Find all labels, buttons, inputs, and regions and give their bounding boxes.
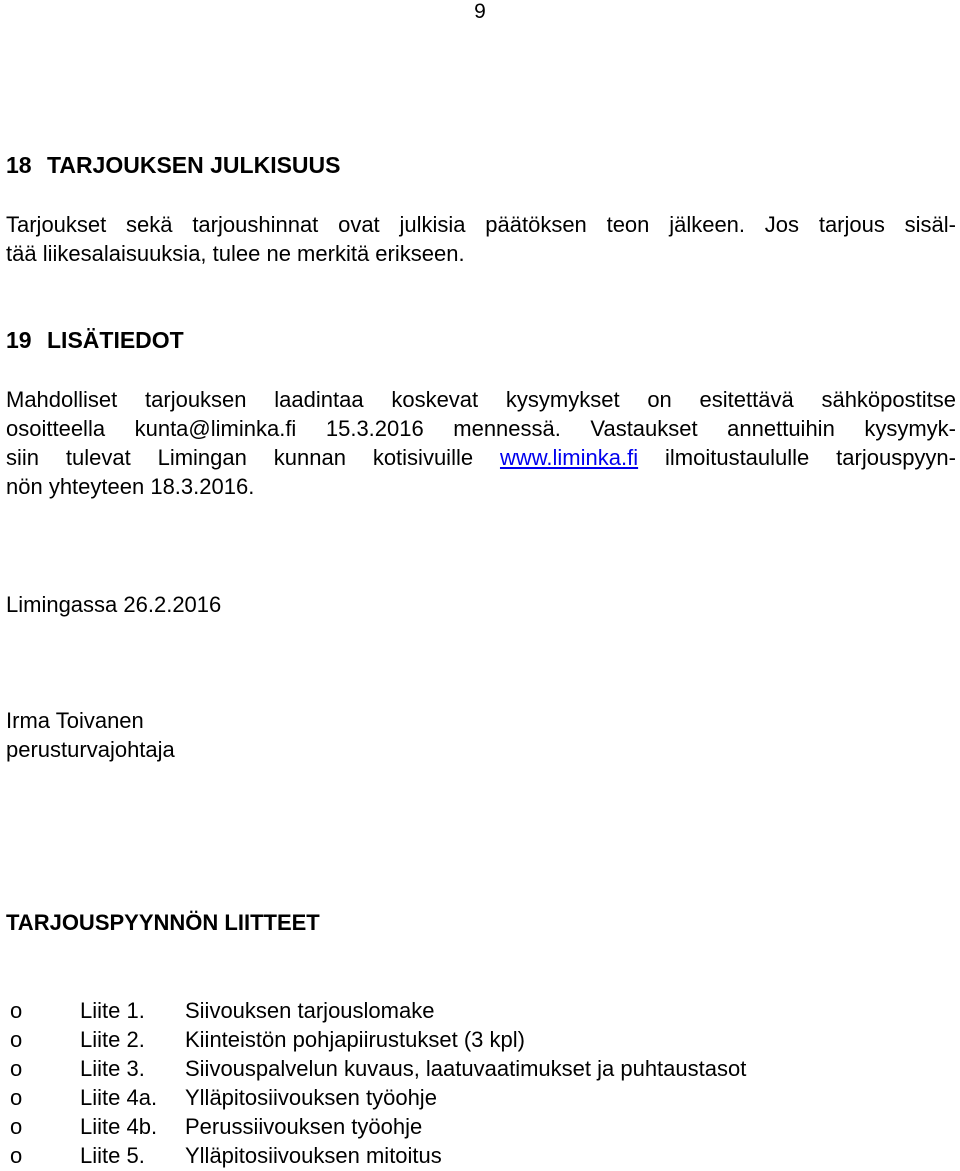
section-18-body [6,210,956,268]
attachment-id: Liite 5. [80,1143,145,1168]
bullet-icon: o [10,1085,23,1110]
liminka-website-link[interactable]: www.liminka.fi [499,445,639,470]
attachment-item [6,1054,746,1083]
signature-block [6,706,956,764]
attachment-id: Liite 2. [80,1027,145,1052]
attachments-list [6,996,746,1170]
section-19-title: LISÄTIEDOT [47,327,184,353]
section-19-line-1: Mahdolliset tarjouksen laadintaa koskevat kysymykset on esitettävä sähköpostitse [6,387,956,412]
section-19-line-3-start: siin tulevat Limingan kunnan kotisivuille [6,445,500,470]
section-19-body [6,385,956,501]
attachment-title: Ylläpitosiivouksen mitoitus [185,1143,442,1168]
attachment-item [6,1112,746,1141]
attachment-item [6,996,746,1025]
bullet-icon: o [10,1027,23,1052]
attachment-id: Liite 4a. [80,1085,158,1110]
section-18-line-2: tää liikesalaisuuksia, tulee ne merkitä erikseen. [6,241,465,266]
attachment-id: Liite 4b. [80,1114,158,1139]
attachment-title: Siivouspalvelun kuvaus, laatuvaatimukset ja puhtaustasot [185,1056,747,1081]
section-19-heading [6,325,184,355]
bullet-icon: o [10,1056,23,1081]
attachment-title: Ylläpitosiivouksen työohje [185,1085,437,1110]
bullet-icon: o [10,1143,23,1168]
page-number: 9 [474,0,486,23]
attachment-title: Perussiivouksen työohje [185,1114,423,1139]
bullet-icon: o [10,998,23,1023]
attachment-id: Liite 1. [80,998,145,1023]
attachments-heading: TARJOUSPYYNNÖN LIITTEET [6,910,320,935]
section-18-line-1: Tarjoukset sekä tarjoushinnat ovat julkisia päätöksen teon jälkeen. Jos tarjous sisäl- [6,212,956,237]
section-19-line-3 [6,443,956,472]
section-19-number: 19 [6,327,32,353]
bullet-icon: o [10,1114,23,1139]
attachment-item [6,1083,746,1112]
attachment-title: Siivouksen tarjouslomake [185,998,435,1023]
signer-name: Irma Toivanen [6,708,144,733]
section-19-line-4: nön yhteyteen 18.3.2016. [6,474,255,499]
section-18-title: TARJOUKSEN JULKISUUS [47,152,341,178]
attachment-item [6,1025,746,1054]
section-18-heading [6,150,341,180]
attachment-title: Kiinteistön pohjapiirustukset (3 kpl) [185,1027,525,1052]
section-19-line-2: osoitteella kunta@liminka.fi 15.3.2016 mennessä. Vastaukset annettuihin kysymyk- [6,416,956,441]
place-date: Limingassa 26.2.2016 [6,592,222,617]
signer-title: perusturvajohtaja [6,737,175,762]
attachment-item [6,1141,746,1170]
attachment-id: Liite 3. [80,1056,145,1081]
section-19-line-3-end: ilmoitustaululle tarjouspyyn- [638,445,956,470]
section-18-number: 18 [6,152,32,178]
